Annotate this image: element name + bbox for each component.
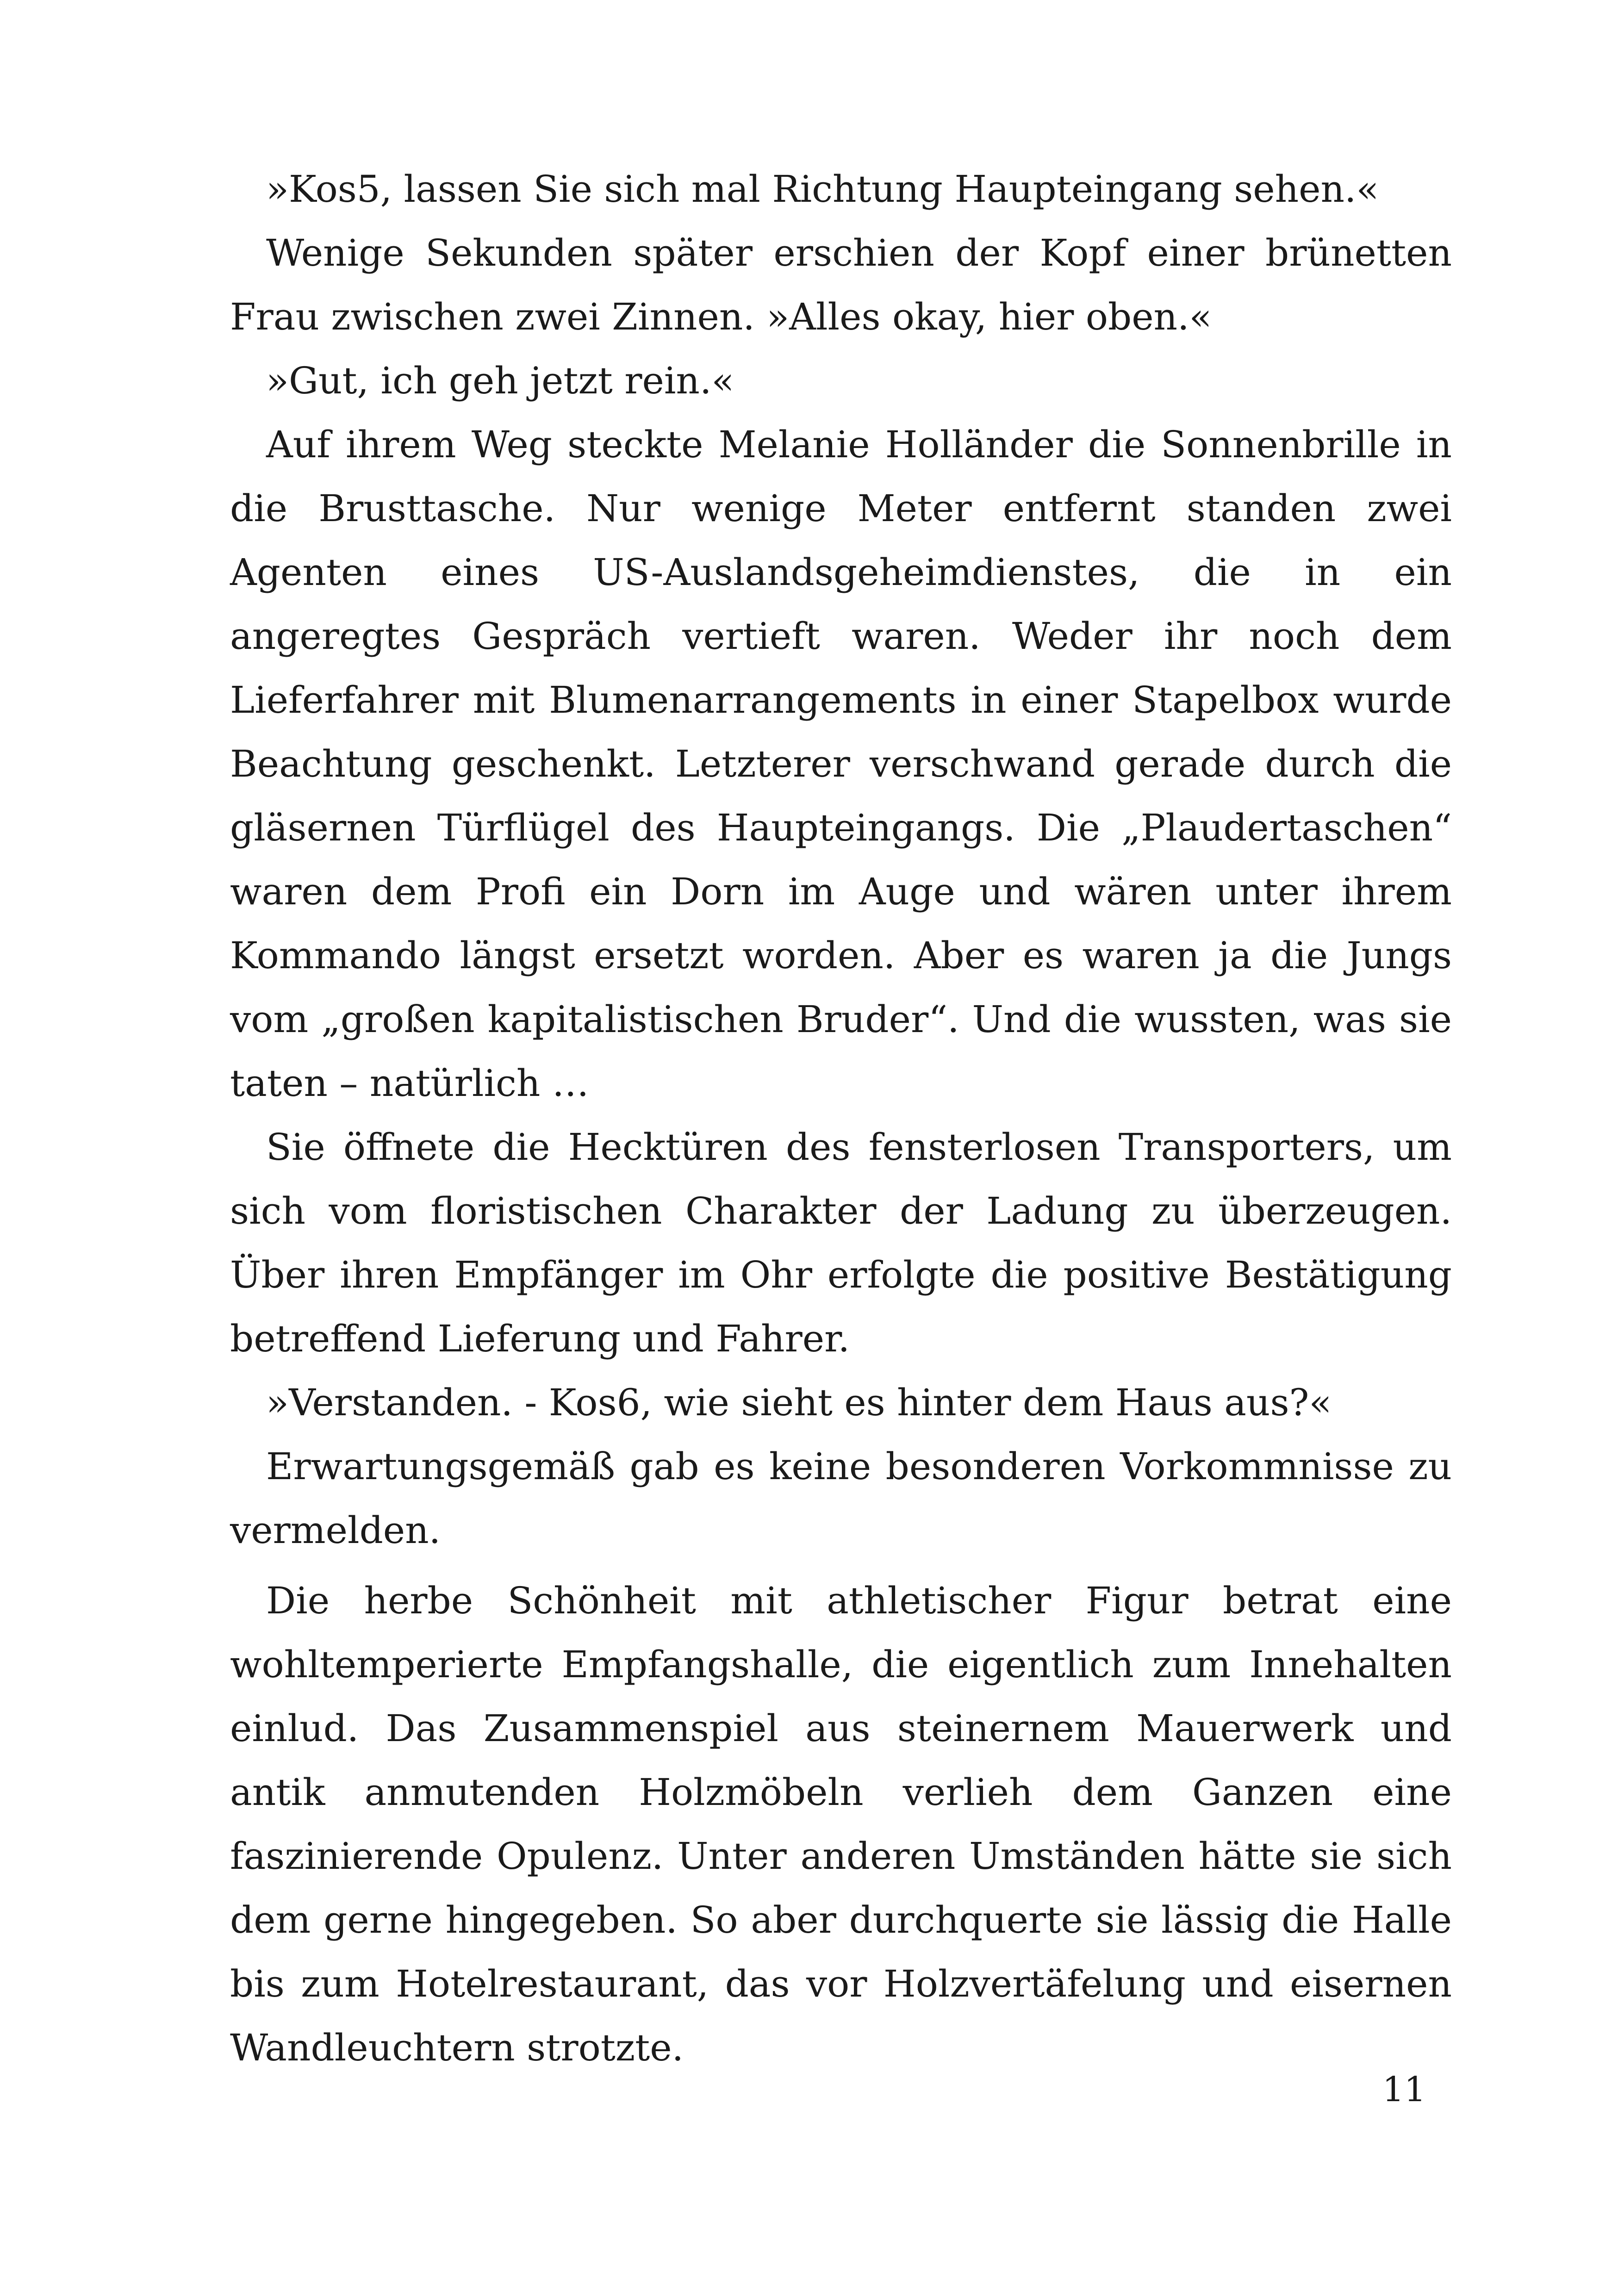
paragraph-2: Wenige Sekunden später erschien der Kopf einer brünetten Frau zwischen zwei Zinnen. »Alles okay, hier oben.« [230,231,1452,338]
paragraph-3: »Gut, ich geh jetzt rein.« [266,359,734,402]
paragraph-4: Auf ihrem Weg steckte Melanie Holländer die Sonnenbrille in die Brusttasche. Nur wenige Meter entfernt standen zwei Agenten eines US-Auslandsgeheimdienstes, die in ein angeregtes Gespräch vertieft waren. Weder ihr noch dem Lieferfahrer mit Blumenarrangements in einer Stapelbox wurde Beachtung geschenkt. Letzterer verschwand gerade durch die gläsernen Türflügel des Haupteingangs. Die „Plaudertaschen“ waren dem Profi ein Dorn im Auge und wären unter ihrem Kommando längst ersetzt worden. Aber es waren ja die Jungs vom „großen kapitalistischen Bruder“. Und die wussten, was sie taten – natürlich … [230,423,1452,1105]
body-text [230,157,1452,2080]
paragraph-1: »Kos5, lassen Sie sich mal Richtung Haupteingang sehen.« [266,168,1379,211]
paragraph-8: Die herbe Schönheit mit athletischer Figur betrat eine wohltemperierte Empfangshalle, die eigentlich zum Innehalten einlud. Das Zusammenspiel aus steinernem Mauerwerk und antik anmutenden Holzmöbeln verlieh dem Ganzen eine faszinierende Opulenz. Unter anderen Umständen hätte sie sich dem gerne hingegeben. So aber durchquerte sie lässig die Halle bis zum Hotelrestaurant, das vor Holzvertäfelung und eisernen Wandleuchtern strotzte. [230,1579,1452,2069]
page-number: 11 [1382,2070,1426,2109]
paragraph-7: Erwartungsgemäß gab es keine besonderen Vorkommnisse zu vermelden. [230,1445,1452,1552]
paragraph-5: Sie öffnete die Hecktüren des fensterlosen Transporters, um sich vom floristischen Charakter der Ladung zu überzeugen. Über ihren Empfänger im Ohr erfolgte die positive Bestätigung betreffend Lieferung und Fahrer. [230,1126,1452,1360]
paragraph-6: »Verstanden. - Kos6, wie sieht es hinter dem Haus aus?« [266,1381,1332,1424]
